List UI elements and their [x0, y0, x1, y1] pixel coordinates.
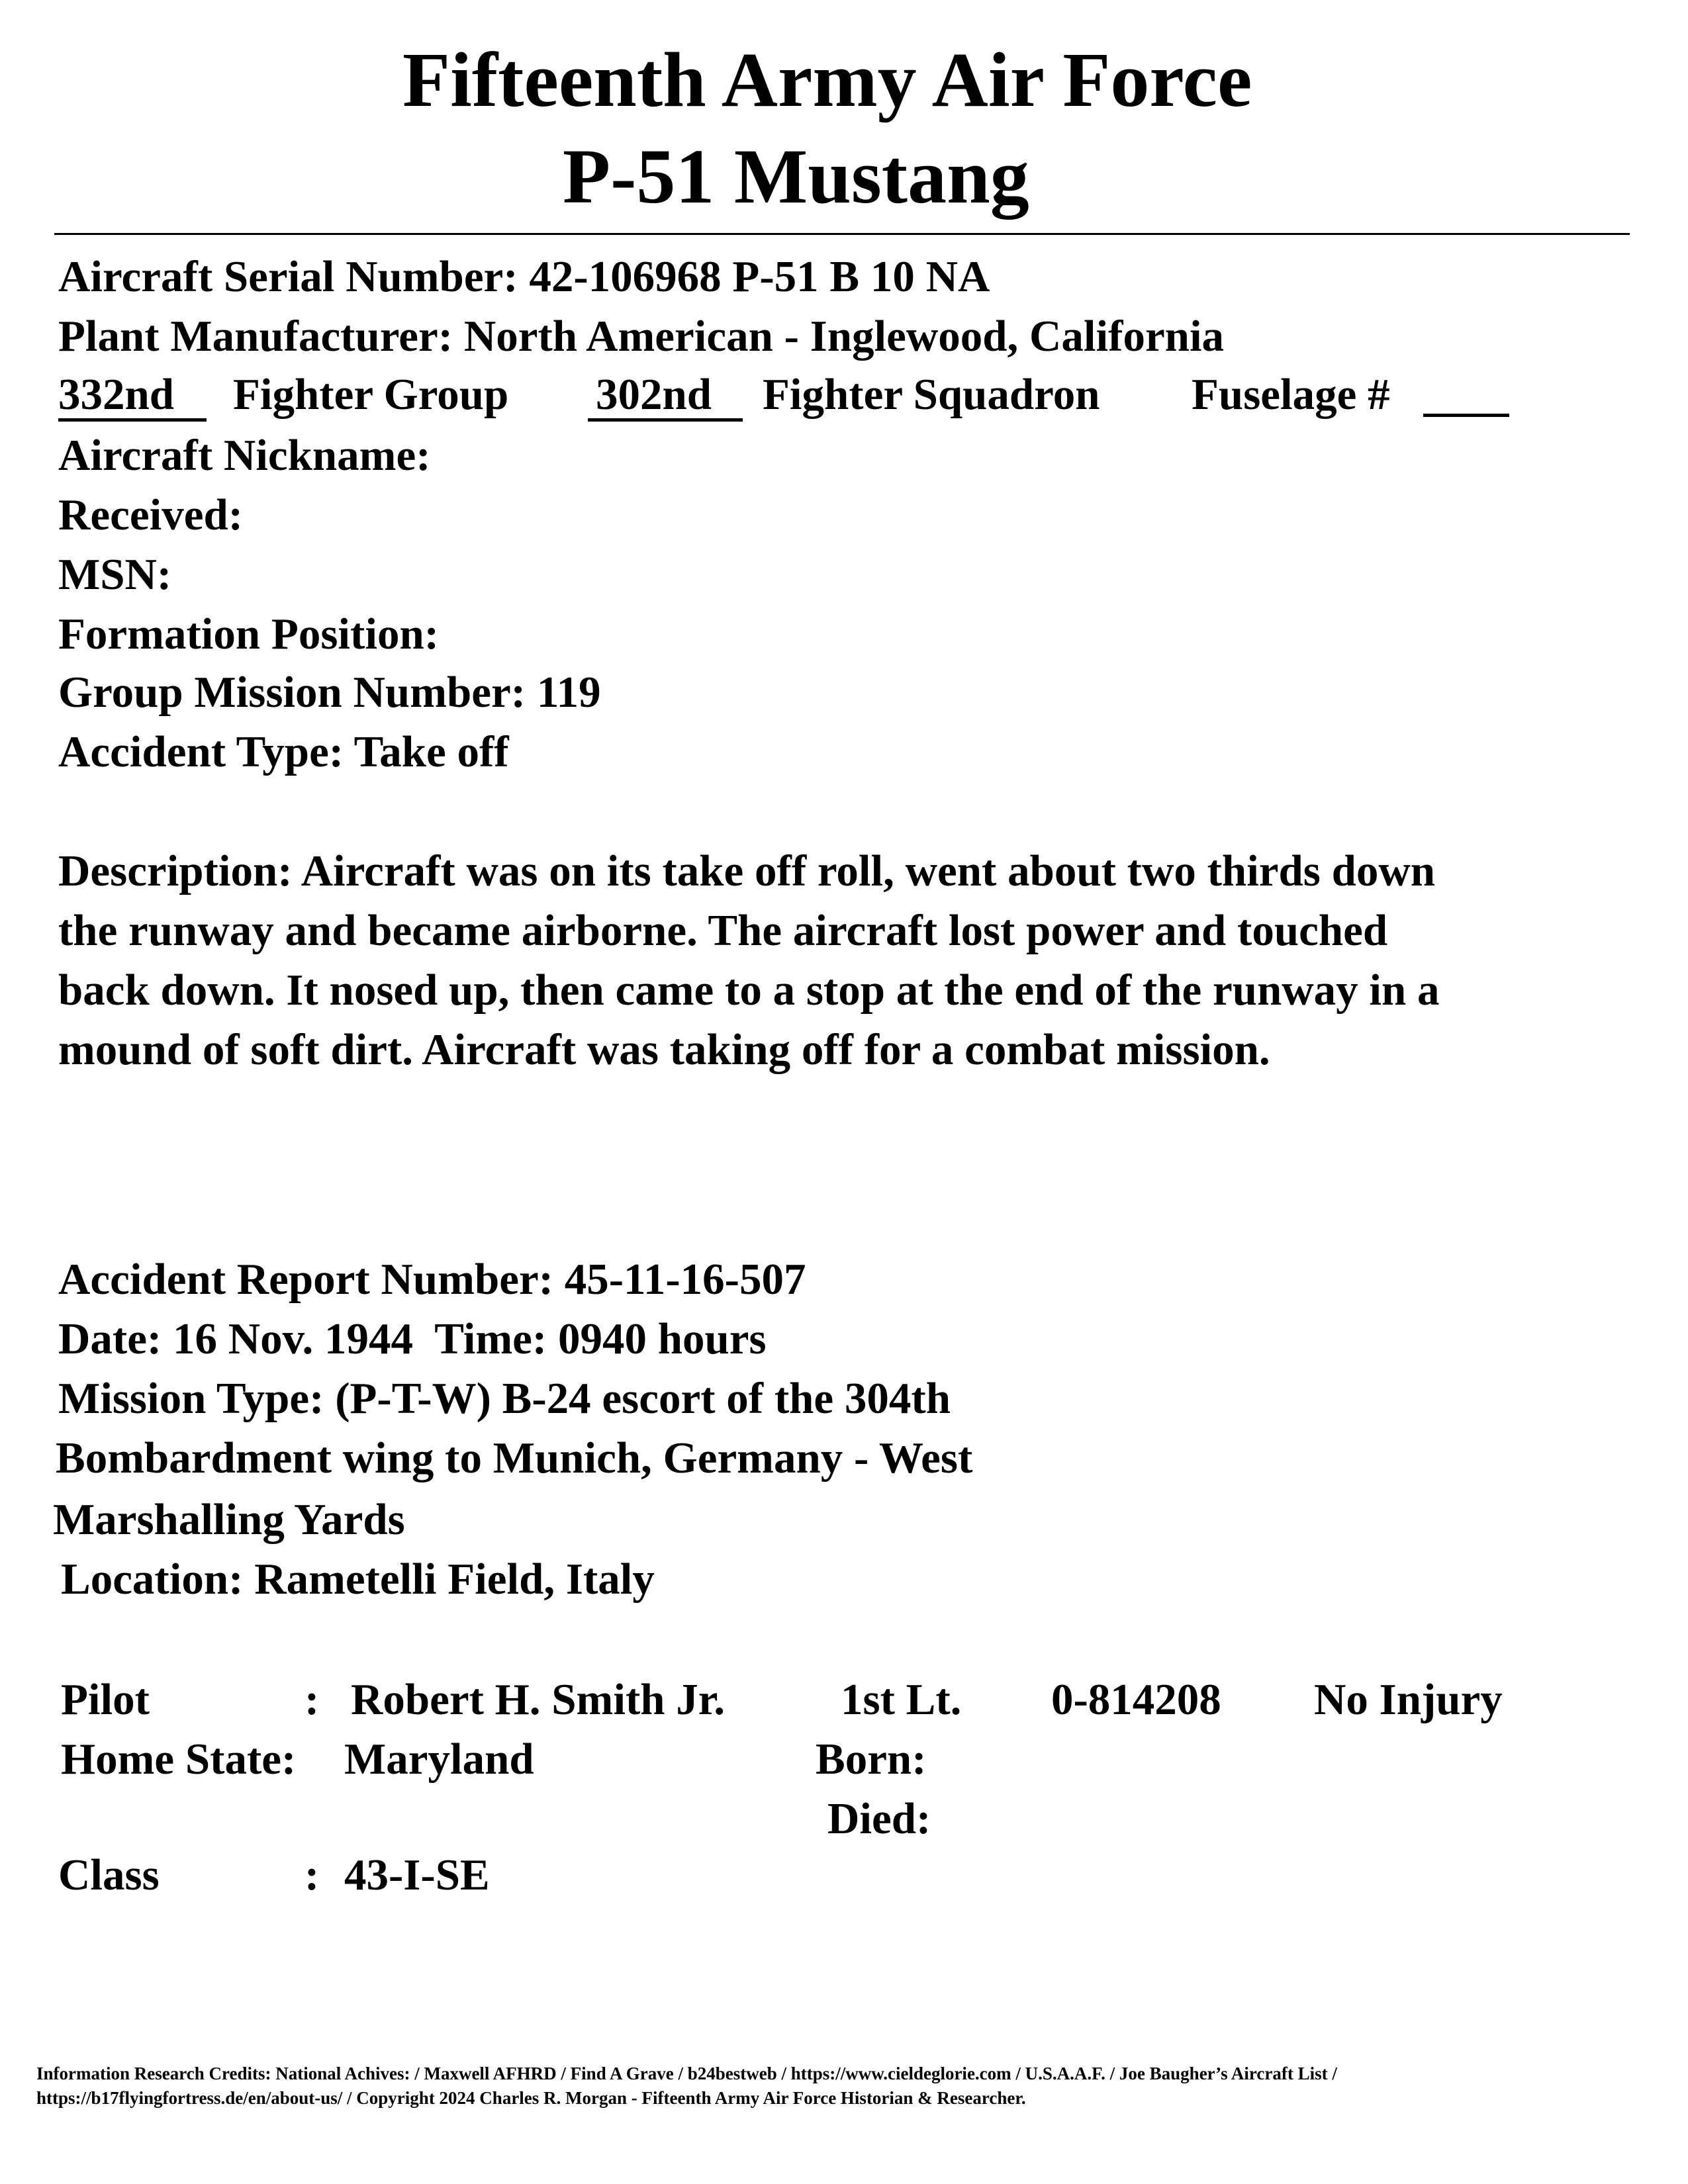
- squadron-value-wrap: [588, 370, 743, 422]
- report-number-label: Accident Report Number:: [58, 1255, 553, 1304]
- mission-type-line-2: Bombardment wing to Munich, Germany - West: [56, 1433, 973, 1482]
- home-state-value: Maryland: [344, 1735, 534, 1784]
- pilot-colon: :: [305, 1675, 320, 1724]
- manufacturer-value: North American - Inglewood, California: [463, 312, 1225, 361]
- group-mission-value: 119: [536, 668, 601, 717]
- page-subtitle: P-51 Mustang: [563, 133, 1029, 220]
- report-number-row: [58, 1257, 806, 1302]
- pilot-serial: 0-814208: [1051, 1675, 1221, 1724]
- fuselage-label: Fuselage #: [1192, 370, 1390, 419]
- pilot-status: No Injury: [1314, 1675, 1503, 1724]
- nickname-label: Aircraft Nickname:: [58, 431, 431, 480]
- footer-credits-line-1: Information Research Credits: National Achives: / Maxwell AFHRD / Find A Grave / b24bestweb / https://www.cieldeglorie.com / U.S.A.A.F. / Joe Baugher’s Aircraft List /: [36, 2064, 1337, 2083]
- class-value: 43-I-SE: [344, 1850, 490, 1899]
- description-line-2: the runway and became airborne. The aircraft lost power and touched: [58, 906, 1388, 955]
- time-label: Time:: [434, 1314, 547, 1363]
- pilot-rank: 1st Lt.: [841, 1675, 962, 1724]
- description-line-1: Description: Aircraft was on its take off roll, went about two thirds down: [58, 846, 1436, 895]
- msn-label: MSN:: [58, 550, 172, 599]
- squadron-value: 302nd: [588, 373, 743, 422]
- squadron-label: Fighter Squadron: [763, 370, 1100, 419]
- received-label: Received:: [58, 490, 244, 539]
- location-label: Location:: [61, 1555, 244, 1604]
- group-row: [58, 370, 207, 422]
- location-value: Rametelli Field, Italy: [254, 1555, 655, 1604]
- pilot-label: Pilot: [61, 1675, 150, 1724]
- description-line-4: mound of soft dirt. Aircraft was taking off for a combat mission.: [58, 1025, 1270, 1074]
- header-divider: [54, 233, 1630, 235]
- page-title: Fifteenth Army Air Force: [402, 36, 1252, 123]
- home-state-label: Home State:: [61, 1735, 297, 1784]
- report-number-value: 45-11-16-507: [564, 1255, 806, 1304]
- fuselage-blank-line: [1423, 414, 1509, 417]
- footer-credits-line-2: https://b17flyingfortress.de/en/about-us/ / Copyright 2024 Charles R. Morgan - Fifteenth Army Air Force Historian & Researcher.: [36, 2088, 1026, 2108]
- accident-type-value: Take off: [353, 727, 509, 776]
- accident-type-row: [58, 727, 509, 776]
- formation-label: Formation Position:: [58, 610, 440, 659]
- serial-row: [58, 252, 990, 301]
- date-value: 16 Nov. 1944: [173, 1314, 413, 1363]
- date-label: Date:: [58, 1314, 162, 1363]
- description-line-3: back down. It nosed up, then came to a stop at the end of the runway in a: [58, 966, 1440, 1015]
- manufacturer-row: [58, 314, 1224, 359]
- manufacturer-label: Plant Manufacturer:: [58, 312, 453, 361]
- group-mission-row: [58, 670, 601, 715]
- pilot-name: Robert H. Smith Jr.: [351, 1675, 726, 1724]
- group-value: 332nd: [58, 373, 207, 422]
- location-row: [61, 1557, 655, 1602]
- class-colon: :: [305, 1850, 320, 1899]
- serial-value: 42-106968 P-51 B 10 NA: [529, 252, 990, 301]
- died-label: Died:: [827, 1794, 931, 1843]
- mission-type-line-3: Marshalling Yards: [53, 1495, 405, 1544]
- accident-type-label: Accident Type:: [58, 727, 344, 776]
- born-label: Born:: [816, 1735, 927, 1784]
- time-value: 0940 hours: [557, 1314, 767, 1363]
- serial-label: Aircraft Serial Number:: [58, 252, 518, 301]
- date-row: [58, 1314, 767, 1363]
- class-label: Class: [58, 1850, 160, 1899]
- mission-type-line-1: Mission Type: (P-T-W) B-24 escort of the 304th: [58, 1374, 951, 1423]
- group-label: Fighter Group: [233, 370, 509, 419]
- group-mission-label: Group Mission Number:: [58, 668, 526, 717]
